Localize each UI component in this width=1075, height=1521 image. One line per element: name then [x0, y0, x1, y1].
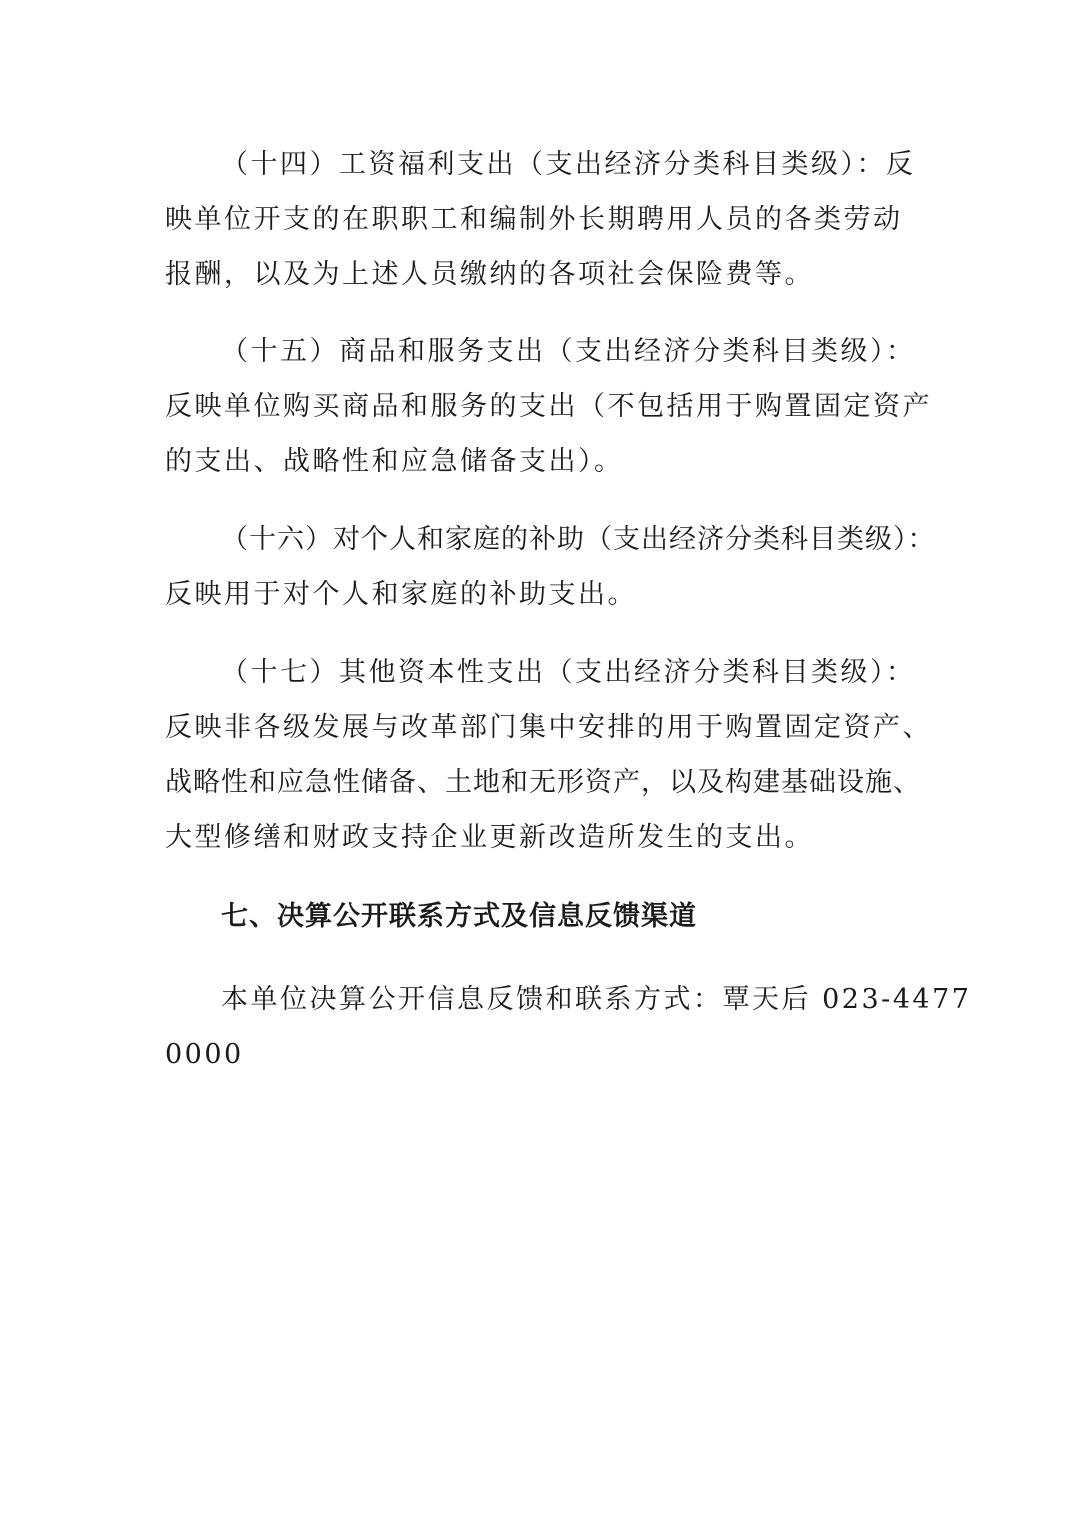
paragraph-contact-info [165, 972, 972, 1082]
paragraph-goods-services-expenditure [165, 324, 932, 489]
paragraph-line: 反映非各级发展与改革部门集中安排的用于购置固定资产、 [165, 712, 932, 743]
paragraph-line: 映单位开支的在职职工和编制外长期聘用人员的各类劳动 [165, 204, 903, 235]
paragraph-wage-welfare-expenditure [165, 137, 925, 302]
paragraph-line: 反映单位购买商品和服务的支出（不包括用于购置固定资产 [165, 391, 932, 422]
paragraph-line: 大型修缮和财政支持企业更新改造所发生的支出。 [165, 822, 814, 853]
paragraph-line: （十六）对个人和家庭的补助（支出经济分类科目类级）： [221, 524, 936, 555]
paragraph-household-subsidy [165, 512, 936, 622]
paragraph-line: （十七）其他资本性支出（支出经济分类科目类级）： [221, 657, 916, 688]
section-heading-contact: 七、决算公开联系方式及信息反馈渠道 [221, 901, 697, 932]
paragraph-line: 的支出、战略性和应急储备支出）。 [165, 446, 624, 477]
paragraph-line: 0000 [165, 1039, 244, 1070]
paragraph-line: 战略性和应急性储备、土地和无形资产，以及构建基础设施、 [165, 767, 921, 798]
paragraph-line: 本单位决算公开信息反馈和联系方式：覃天后 023-4477 [221, 984, 972, 1015]
paragraph-other-capital-expenditure [165, 645, 932, 865]
paragraph-line: 反映用于对个人和家庭的补助支出。 [165, 579, 637, 610]
paragraph-line: （十四）工资福利支出（支出经济分类科目类级）：反 [221, 149, 916, 180]
paragraph-line: 报酬，以及为上述人员缴纳的各项社会保险费等。 [165, 259, 814, 290]
paragraph-line: （十五）商品和服务支出（支出经济分类科目类级）： [221, 336, 916, 367]
